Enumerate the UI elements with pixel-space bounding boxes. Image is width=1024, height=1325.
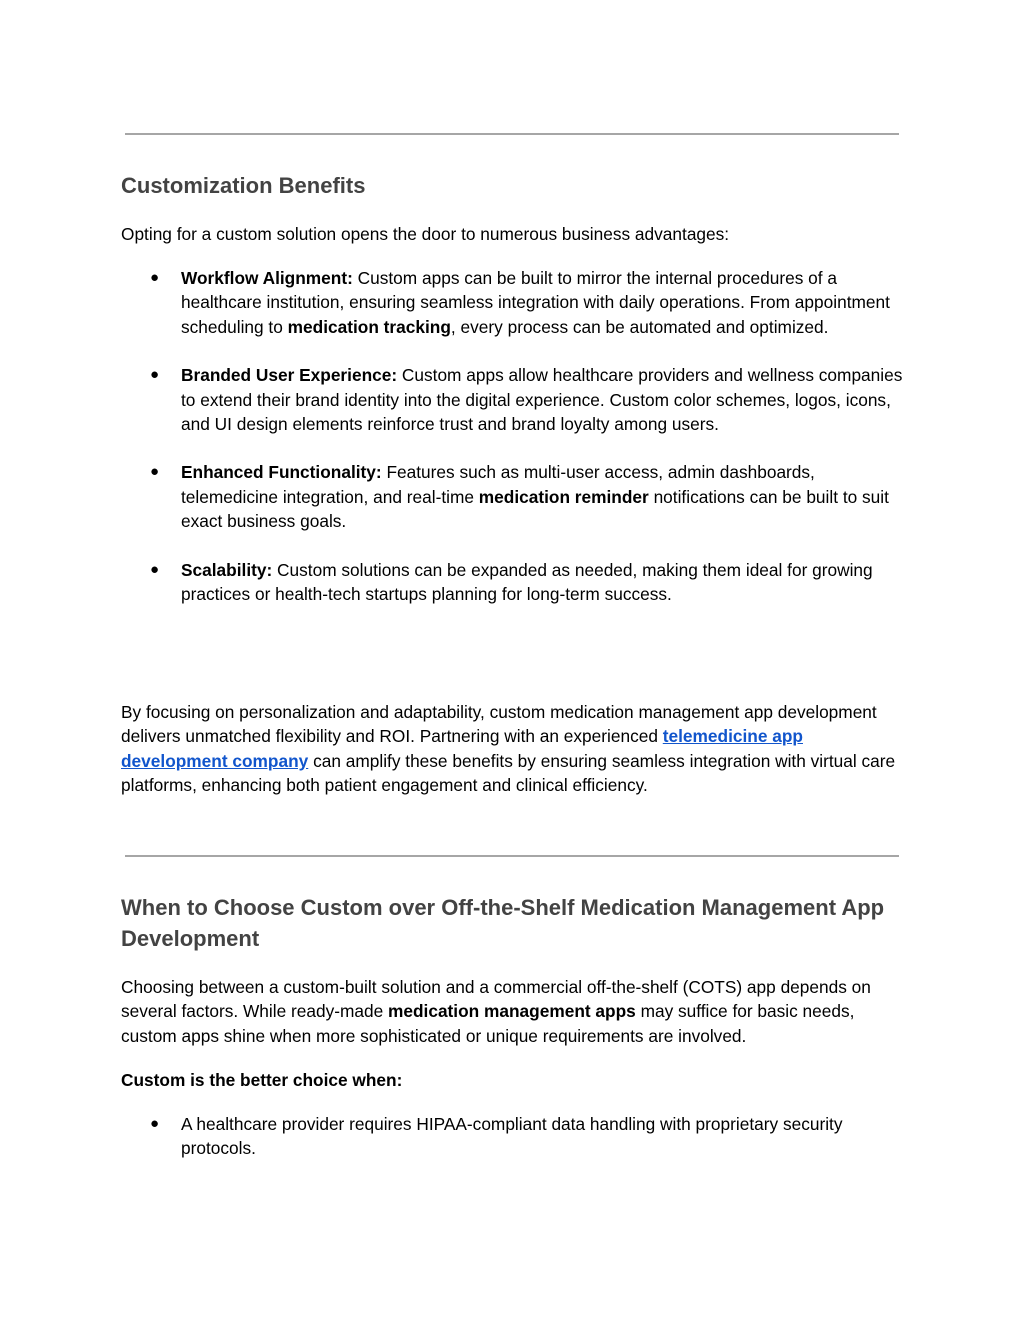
term-enhanced-functionality: Enhanced Functionality: — [181, 462, 382, 483]
term-workflow-alignment: Workflow Alignment: — [181, 268, 353, 288]
benefits-list — [121, 266, 911, 606]
subheading-custom-better-choice: Custom is the better choice when: — [121, 1070, 403, 1090]
text-scalability: Custom solutions can be expanded as needed, making them ideal for growing practices or health-tech startups planning for long-term success. — [181, 559, 873, 605]
text-workflow-alignment-c: , every process can be automated and optimized. — [450, 316, 829, 337]
text-workflow-alignment-a: Custom apps can be built to mirror the internal procedures of a healthcare institution, ensuring seamless integration with daily operations. From appointment scheduling to — [181, 268, 890, 337]
horizontal-rule-middle — [125, 855, 899, 857]
closing-text-a: By focusing on personalization and adaptability, custom medication management app development delivers unmatched flexibility and ROI. Partnering with an experienced — [121, 702, 877, 747]
list-item-hipaa — [121, 1112, 911, 1161]
bullet-icon: ● — [150, 269, 160, 286]
bullet-icon: ● — [150, 463, 160, 481]
section-heading-customization-benefits: Customization Benefits — [121, 173, 366, 198]
section1-closing-paragraph — [121, 700, 911, 798]
list-item-enhanced-functionality — [121, 460, 911, 533]
section2-intro-b: may suffice for basic needs, custom apps shine when more sophisticated or unique requirements are involved. — [121, 1001, 855, 1046]
list-item-workflow-alignment — [121, 266, 911, 339]
term-scalability: Scalability: — [181, 559, 273, 580]
bullet-icon: ● — [150, 366, 160, 384]
bold-medication-reminder: medication reminder — [478, 486, 649, 507]
section-heading-when-to-choose-custom: When to Choose Custom over Off-the-Shelf Medication Management App Development — [121, 895, 885, 951]
closing-text-b: can amplify these benefits by ensuring seamless integration with virtual care platforms, enhancing both patient engagement and clinical efficiency. — [121, 750, 896, 796]
bold-medication-management-apps: medication management apps — [388, 1001, 636, 1022]
text-enhanced-functionality-c: notifications can be built to suit exact business goals. — [181, 486, 889, 532]
text-branded-user-experience: Custom apps allow healthcare providers and wellness companies to extend their brand identity into the digital experience. Custom color schemes, logos, icons, and UI design elements reinforce trust and brand loyalty among users. — [181, 365, 903, 435]
term-branded-user-experience: Branded User Experience: — [181, 365, 398, 386]
section2-intro — [121, 975, 911, 1048]
list-item-branded-user-experience — [121, 363, 911, 436]
text-hipaa: A healthcare provider requires HIPAA-compliant data handling with proprietary security protocols. — [181, 1114, 843, 1159]
bullet-icon: ● — [150, 1115, 160, 1132]
telemedicine-company-link[interactable]: telemedicine app development company — [121, 726, 803, 771]
list-item-scalability — [121, 558, 911, 607]
horizontal-rule-top — [125, 133, 899, 135]
text-enhanced-functionality-a: Features such as multi-user access, admin dashboards, telemedicine integration, and real-time — [181, 462, 815, 507]
bullet-icon: ● — [150, 560, 160, 578]
bold-medication-tracking: medication tracking — [287, 316, 451, 337]
section1-intro: Opting for a custom solution opens the door to numerous business advantages: — [121, 224, 730, 244]
section2-intro-a: Choosing between a custom-built solution and a commercial off-the-shelf (COTS) app depends on several factors. While ready-made — [121, 977, 871, 1022]
custom-choice-list — [121, 1112, 911, 1161]
